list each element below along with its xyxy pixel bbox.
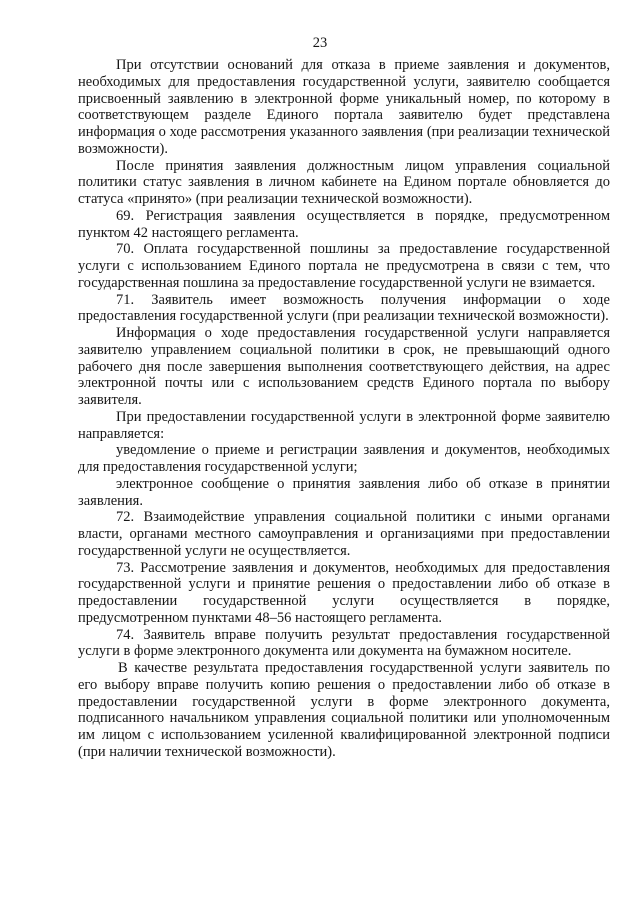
paragraph-status-accepted: После принятия заявления должностным лицом управления социальной политики статус заявления в личном кабинете на Едином портале обновляется до статуса «принято» (при реализации технической возможности).: [78, 157, 610, 207]
paragraph-item-70: 70. Оплата государственной пошлины за предоставление государственной услуги с использованием Единого портала не предусмотрена в связи с тем, что государственная пошлина за предоставление государственной услуги не взимается.: [78, 241, 610, 291]
paragraph-item-74: 74. Заявитель вправе получить результат предоставления государственной услуги в форме электронного документа или документа на бумажном носителе.: [78, 626, 610, 660]
paragraph-electronic-message: электронное сообщение о принятия заявления либо об отказе в принятии заявления.: [78, 475, 610, 509]
paragraph-item-73: 73. Рассмотрение заявления и документов, необходимых для предоставления государственной услуги и принятие решения о предоставлении либо об отказе в предоставлении государственной услуги осуществляется в порядке, предусмотренном пунктами 48–56 настоящего регламента.: [78, 559, 610, 626]
paragraph-registration-number: При отсутствии оснований для отказа в приеме заявления и документов, необходимых для предоставления государственной услуги, заявителю сообщается присвоенный заявлению в электронной форме уникальный номер, по которому в соответствующем разделе Единого портала заявителю будет представлена информация о ходе рассмотрения указанного заявления (при реализации технической возможности).: [78, 57, 610, 157]
paragraph-receipt-notice: уведомление о приеме и регистрации заявления и документов, необходимых для предоставления государственной услуги;: [78, 442, 610, 475]
paragraph-item-69: 69. Регистрация заявления осуществляется в порядке, предусмотренном пунктом 42 настоящего регламента.: [78, 207, 610, 241]
paragraph-decision-copy: В качестве результата предоставления государственной услуги заявитель по его выбору вправе получить копию решения о предоставлении либо об отказе в предоставлении государственной услуги в форме электронного документа, подписанного начальником управления социальной политики или уполномоченным им лицом с использованием усиленной квалифицированной электронной подписи (при наличии технической возможности).: [78, 660, 610, 760]
paragraph-electronic-form-intro: При предоставлении государственной услуги в электронной форме заявителю направляется:: [78, 408, 610, 442]
document-body: [78, 57, 610, 761]
paragraph-item-72: 72. Взаимодействие управления социальной политики с иными органами власти, органами местного самоуправления и организациями при предоставлении государственной услуги не осуществляется.: [78, 509, 610, 559]
page-number: 23: [312, 35, 328, 51]
paragraph-progress-information: Информация о ходе предоставления государственной услуги направляется заявителю управлением социальной политики в срок, не превышающий одного рабочего дня после завершения выполнения соответствующего действия, на адрес электронной почты или с использованием средств Единого портала по выбору заявителя.: [78, 325, 610, 408]
paragraph-item-71: 71. Заявитель имеет возможность получения информации о ходе предоставления государственной услуги (при реализации технической возможности).: [78, 291, 610, 325]
